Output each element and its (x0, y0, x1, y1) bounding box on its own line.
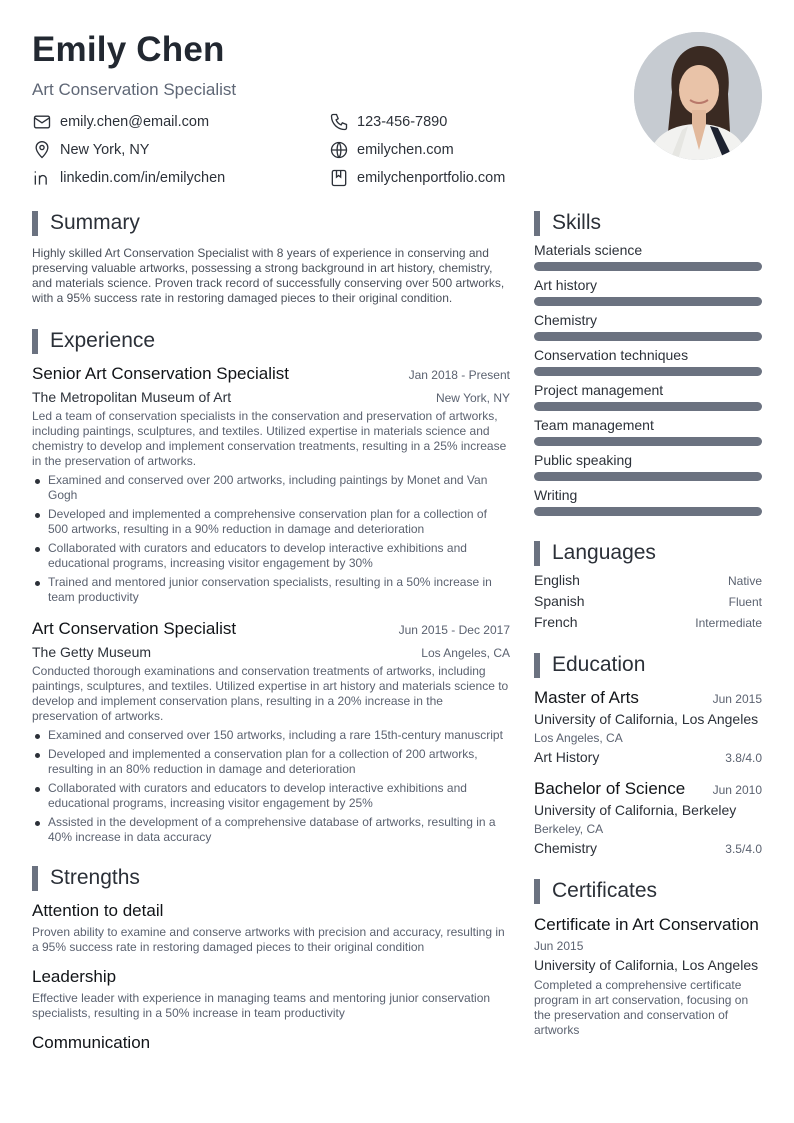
certificates-heading (534, 878, 762, 904)
language-level: Native (727, 574, 762, 588)
heading-accent-bar (534, 211, 540, 236)
skill-level-bar (534, 262, 762, 271)
contact-linkedin[interactable] (32, 168, 225, 188)
certificate-title: Certificate in Art Conservation (534, 915, 759, 934)
education-date: Jun 2010 (712, 783, 762, 797)
job-bullets (32, 473, 510, 605)
list-item: Examined and conserved over 200 artworks, including paintings by Monet and Van Gogh (32, 473, 510, 503)
strength-item (32, 1033, 510, 1053)
job-organization: The Metropolitan Museum of Art (32, 389, 232, 405)
education-heading (534, 652, 762, 678)
phone-icon (329, 112, 349, 132)
language-name: Spanish (534, 593, 585, 609)
languages-list (534, 572, 762, 630)
heading-accent-bar (32, 211, 38, 236)
list-item: Assisted in the development of a comprehensive database of artworks, resulting in a 40% increase in data accuracy (32, 815, 510, 845)
education-gpa: 3.8/4.0 (725, 751, 762, 765)
education-degree: Bachelor of Science (534, 779, 686, 798)
contact-website[interactable] (329, 140, 454, 160)
skill-item (534, 347, 762, 376)
contact-location (32, 140, 149, 160)
heading-accent-bar (32, 329, 38, 354)
strength-item (32, 901, 510, 955)
bookmark-icon (329, 168, 349, 188)
skill-level-bar (534, 472, 762, 481)
heading-accent-bar (534, 879, 540, 904)
strength-title: Attention to detail (32, 901, 164, 920)
contact-location-text: New York, NY (60, 142, 150, 158)
strength-description: Proven ability to examine and conserve artworks with precision and accuracy, resulting in a 95% success rate in restoring damaged pieces to their original condition (32, 925, 505, 954)
heading-accent-bar (534, 653, 540, 678)
right-column (534, 210, 762, 1038)
strength-title: Communication (32, 1033, 151, 1052)
list-item: Developed and implemented a conservation plan for a collection of 200 artworks, resulting in an 80% reduction in damage and deterioration (32, 747, 510, 777)
location-icon (32, 140, 52, 160)
contact-email[interactable] (32, 112, 209, 132)
language-name: English (534, 572, 580, 588)
list-item: Collaborated with curators and educators to develop interactive exhibitions and educational programs, increasing visitor engagement by 30% (32, 541, 510, 571)
contact-portfolio-text: emilychenportfolio.com (357, 170, 506, 186)
strength-item (32, 967, 510, 1021)
job-date: Jan 2018 - Present (408, 368, 510, 382)
candidate-name: Emily Chen (32, 30, 225, 69)
skill-name: Public speaking (534, 452, 633, 468)
skill-level-bar (534, 297, 762, 306)
skills-heading-text: Skills (552, 211, 602, 234)
left-column (32, 210, 510, 1053)
skill-level-bar (534, 402, 762, 411)
education-heading-text: Education (552, 653, 646, 676)
language-level: Intermediate (695, 616, 762, 630)
certificate-description: Completed a comprehensive certificate program in art conservation, focusing on the preservation and conservation of artworks (534, 978, 749, 1037)
list-item: Examined and conserved over 150 artworks, including a rare 15th-century manuscript (32, 728, 510, 743)
education-degree: Master of Arts (534, 688, 639, 707)
skill-level-bar (534, 437, 762, 446)
contact-phone[interactable] (329, 112, 447, 132)
list-item: Developed and implemented a comprehensive conservation plan for a collection of 500 artworks, resulting in a 90% reduction in damage and deterioration (32, 507, 510, 537)
email-icon (32, 112, 52, 132)
skill-level-bar (534, 367, 762, 376)
education-item (534, 688, 762, 765)
summary-heading-text: Summary (50, 211, 140, 234)
list-item: Trained and mentored junior conservation specialists, resulting in a 50% increase in team productivity (32, 575, 510, 605)
skill-level-bar (534, 507, 762, 516)
job-entry (32, 619, 510, 845)
contact-email-text: emily.chen@email.com (60, 114, 210, 130)
linkedin-icon (32, 168, 52, 188)
globe-icon (329, 140, 349, 160)
contact-linkedin-text: linkedin.com/in/emilychen (60, 170, 226, 186)
skill-name: Materials science (534, 242, 643, 258)
job-organization: The Getty Museum (32, 644, 152, 660)
certificate-item (534, 914, 762, 1038)
skills-heading (534, 210, 762, 236)
profile-photo (634, 32, 762, 160)
job-description: Led a team of conservation specialists in the conservation and preservation of artworks, including paintings, sculptures, and textiles. Utilized expertise in materials science and chemistry to develop and implement conservation treatments, resulting in a 25% increase in the preservation of artworks. (32, 409, 507, 468)
job-bullets (32, 728, 510, 845)
contact-website-text: emilychen.com (357, 142, 454, 158)
job-description: Conducted thorough examinations and conservation treatments of artworks, including paintings, sculptures, and textiles. Utilized expertise in art history and materials science to develop and implement conservation plans, resulting in a 20% increase in the preservation of artworks. (32, 664, 509, 723)
skill-item (534, 242, 762, 271)
language-item (534, 593, 762, 609)
heading-accent-bar (534, 541, 540, 566)
skill-item (534, 487, 762, 516)
education-school: University of California, Los Angeles (534, 711, 759, 727)
skill-name: Writing (534, 487, 578, 503)
skill-item (534, 452, 762, 481)
job-entry (32, 364, 510, 605)
heading-accent-bar (32, 866, 38, 891)
job-title: Art Conservation Specialist (32, 619, 237, 638)
strength-title: Leadership (32, 967, 117, 986)
contact-phone-text: 123-456-7890 (357, 114, 448, 130)
experience-heading (32, 328, 510, 354)
skill-name: Conservation techniques (534, 347, 689, 363)
education-field: Art History (534, 749, 600, 765)
candidate-title: Art Conservation Specialist (32, 80, 237, 99)
strength-description: Effective leader with experience in managing teams and mentoring junior conservation specialists, resulting in a 50% increase in team productivity (32, 991, 491, 1020)
language-item (534, 614, 762, 630)
language-item (534, 572, 762, 588)
languages-heading (534, 540, 762, 566)
strengths-heading (32, 865, 510, 891)
skill-item (534, 312, 762, 341)
education-location: Los Angeles, CA (534, 731, 623, 745)
certificates-heading-text: Certificates (552, 879, 658, 902)
certificate-organization: University of California, Los Angeles (534, 957, 759, 973)
skill-item (534, 277, 762, 306)
summary-heading (32, 210, 510, 236)
list-item: Collaborated with curators and educators to develop interactive exhibitions and educational programs, increasing visitor engagement by 25% (32, 781, 510, 811)
job-location: New York, NY (435, 391, 510, 405)
contact-portfolio[interactable] (329, 168, 505, 188)
skill-name: Chemistry (534, 312, 598, 328)
skill-name: Project management (534, 382, 664, 398)
job-location: Los Angeles, CA (421, 646, 510, 660)
certificate-date: Jun 2015 (534, 939, 584, 953)
skill-name: Team management (534, 417, 654, 433)
education-field: Chemistry (534, 840, 598, 856)
education-item (534, 779, 762, 856)
language-name: French (534, 614, 578, 630)
education-location: Berkeley, CA (534, 822, 604, 836)
education-school: University of California, Berkeley (534, 802, 737, 818)
education-date: Jun 2015 (712, 692, 762, 706)
job-title: Senior Art Conservation Specialist (32, 364, 290, 383)
strengths-heading-text: Strengths (50, 866, 140, 889)
experience-heading-text: Experience (50, 329, 156, 352)
skill-level-bar (534, 332, 762, 341)
languages-heading-text: Languages (552, 541, 656, 564)
skill-item (534, 417, 762, 446)
language-level: Fluent (728, 595, 762, 609)
education-gpa: 3.5/4.0 (725, 842, 762, 856)
skill-item (534, 382, 762, 411)
skills-list (534, 242, 762, 516)
skill-name: Art history (534, 277, 598, 293)
job-date: Jun 2015 - Dec 2017 (398, 623, 510, 637)
summary-text: Highly skilled Art Conservation Specialist with 8 years of experience in conserving and preserving valuable artworks, possessing a strong background in art history, chemistry, and materials science. Proven track record of successfully conserving over 500 artworks, with a 95% success rate in restoring damaged pieces to their original condition. (32, 246, 505, 305)
